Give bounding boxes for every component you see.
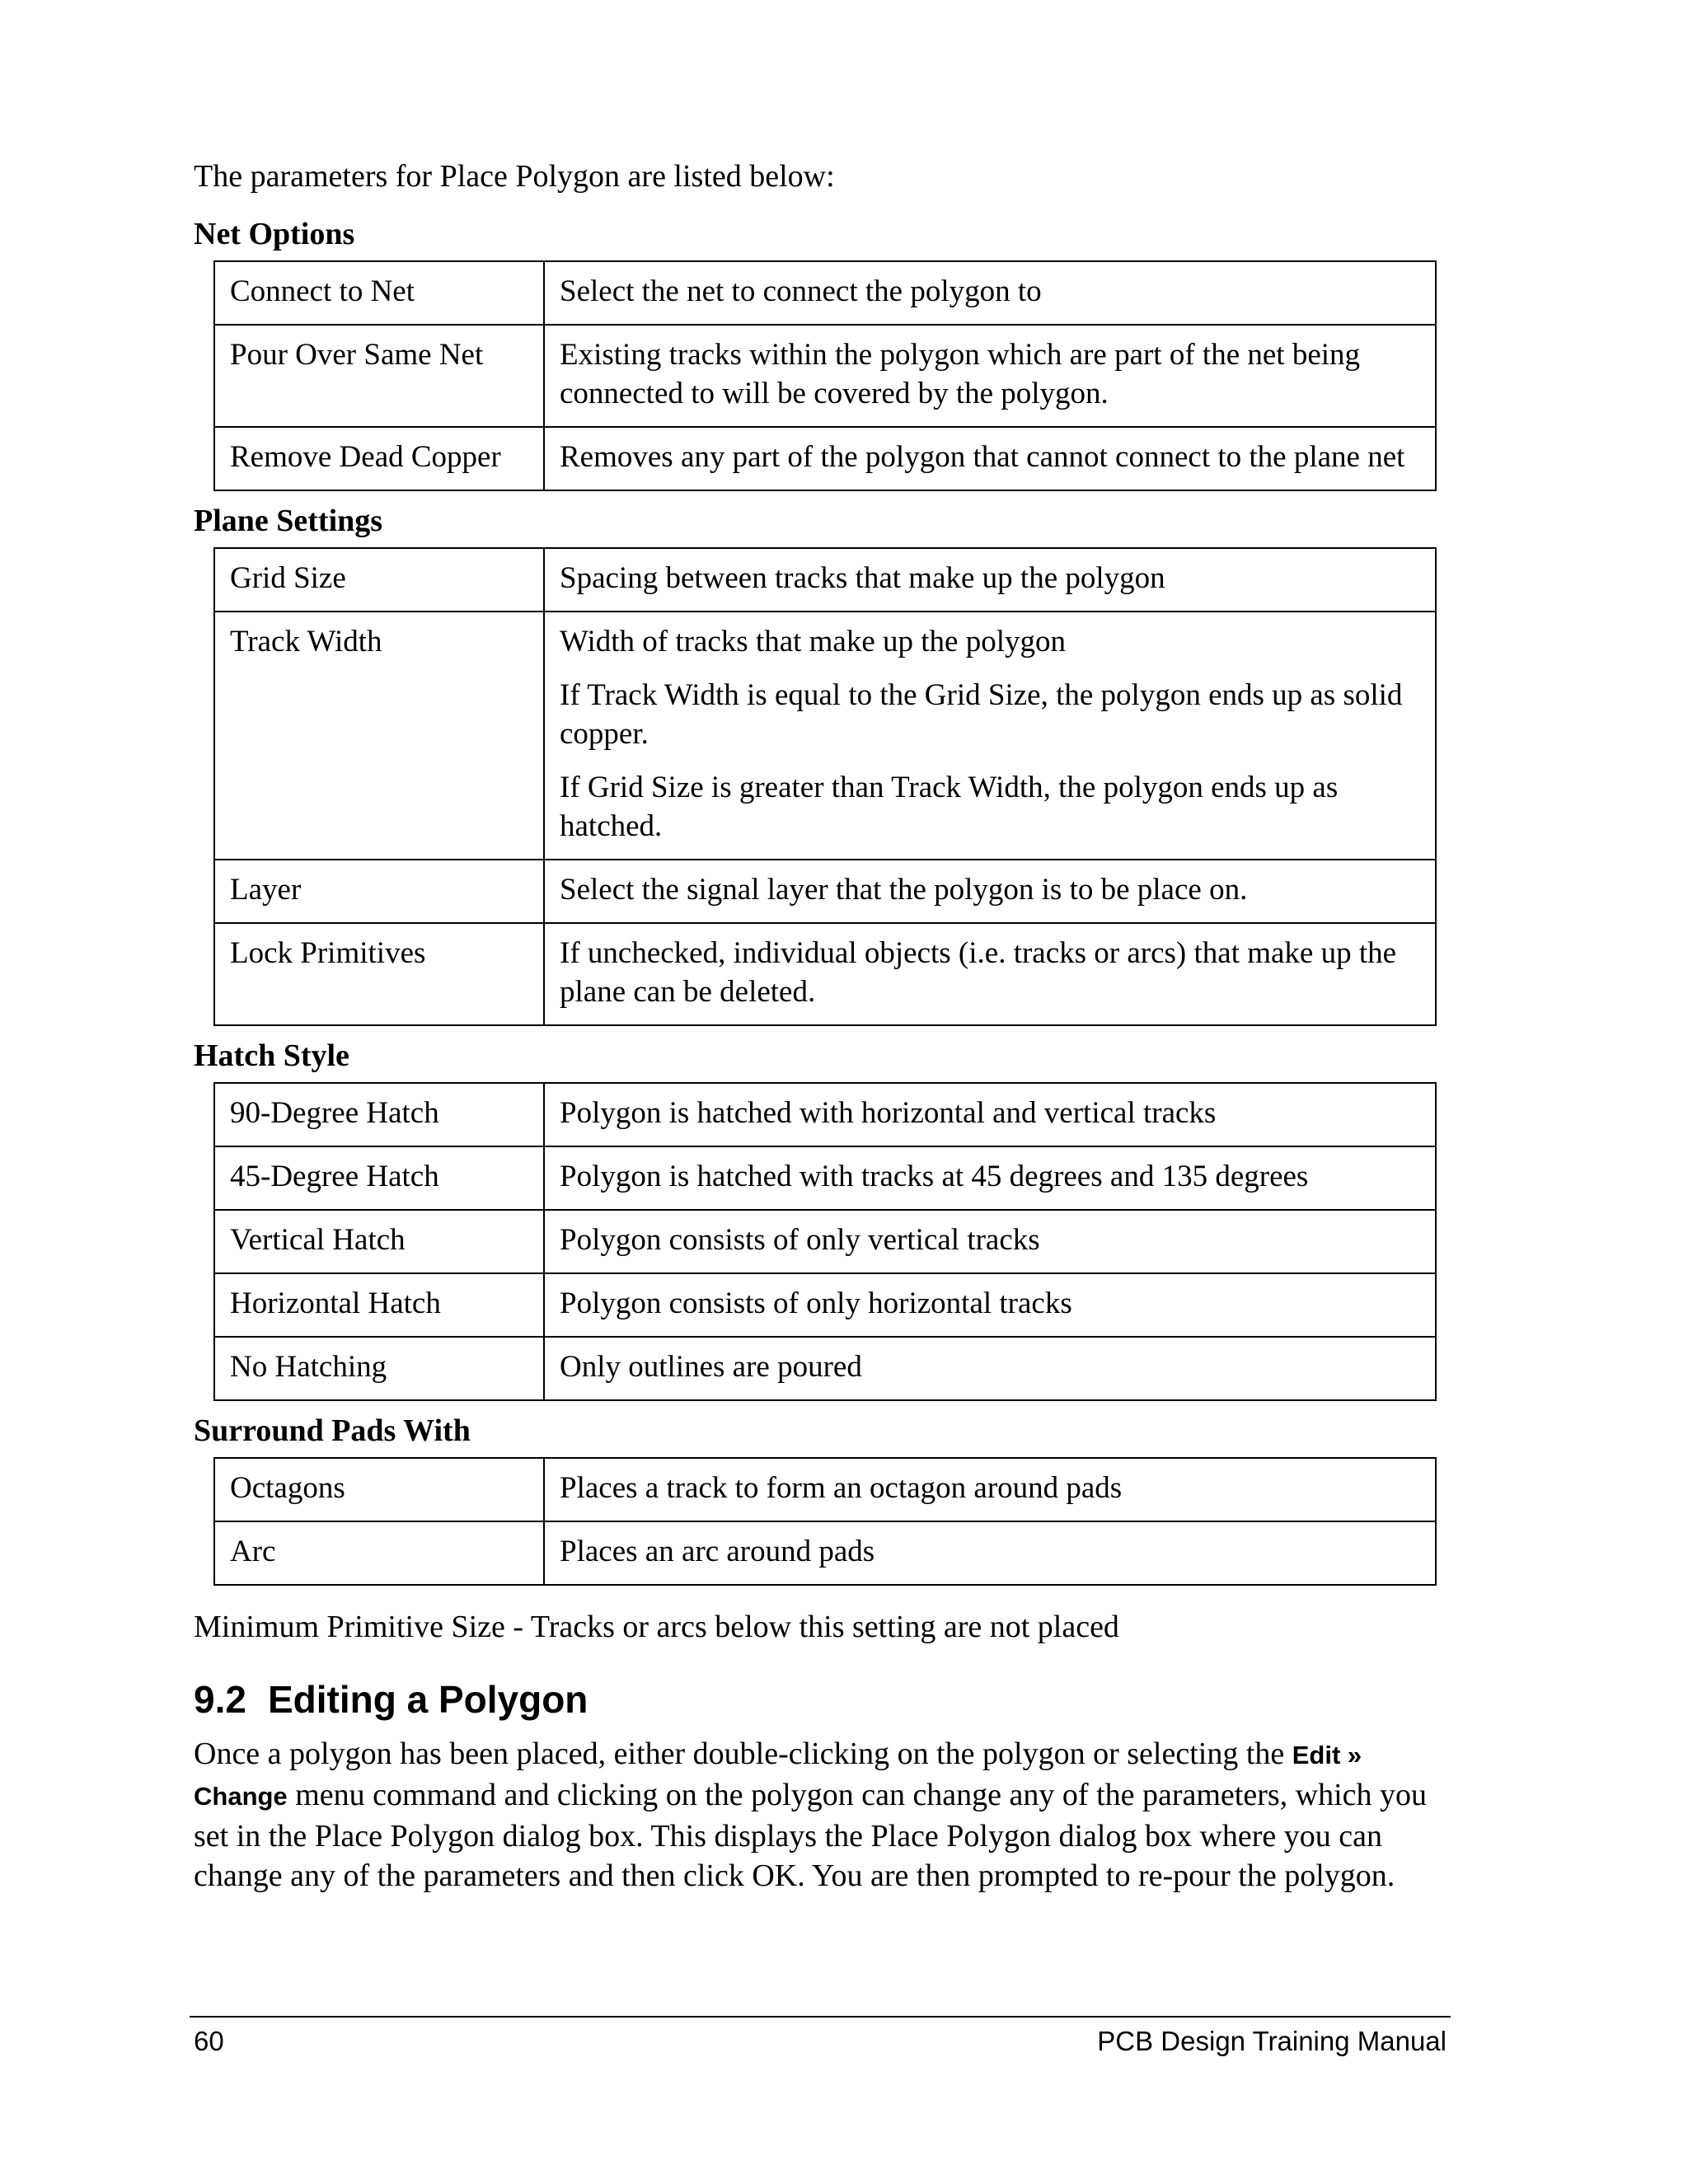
param-description bbox=[544, 548, 1436, 612]
paragraph-part-2: menu command and clicking on the polygon can change any of the parameters, which you set in the Place Polygon dialog box. This displays the Place Polygon dialog box where you can change any of the parameters and then click OK. You are then prompted to re-pour the polygon. bbox=[194, 1778, 1428, 1893]
param-description bbox=[544, 612, 1436, 860]
param-description-line: Polygon is hatched with tracks at 45 degrees and 135 degrees bbox=[560, 1160, 1309, 1193]
param-description bbox=[544, 1273, 1436, 1337]
param-description bbox=[544, 1083, 1436, 1146]
param-description-line: If Track Width is equal to the Grid Size, the polygon ends up as solid copper. bbox=[560, 678, 1403, 751]
page-number: 60 bbox=[194, 2026, 224, 2056]
param-description bbox=[544, 427, 1436, 490]
param-name: Pour Over Same Net bbox=[214, 325, 544, 427]
param-description-line: Only outlines are poured bbox=[560, 1350, 862, 1384]
param-description-line: Width of tracks that make up the polygon bbox=[560, 625, 1067, 658]
param-name: Track Width bbox=[214, 612, 544, 860]
param-name: Layer bbox=[214, 860, 544, 923]
min-primitive-text: Minimum Primitive Size - Tracks or arcs below this setting are not placed bbox=[194, 1610, 1119, 1644]
table-row bbox=[214, 261, 1436, 325]
param-name: Horizontal Hatch bbox=[214, 1273, 544, 1337]
param-description-line: Polygon consists of only vertical tracks bbox=[560, 1223, 1040, 1257]
table-row bbox=[214, 1273, 1436, 1337]
param-description bbox=[544, 1146, 1436, 1210]
table-row bbox=[214, 1210, 1436, 1273]
param-name: No Hatching bbox=[214, 1337, 544, 1400]
param-name: Octagons bbox=[214, 1458, 544, 1521]
param-name: 90-Degree Hatch bbox=[214, 1083, 544, 1146]
param-description-line: Places an arc around pads bbox=[560, 1535, 875, 1568]
section-number: 9.2 bbox=[194, 1678, 246, 1721]
surround-pads-table bbox=[213, 1457, 1437, 1586]
param-description bbox=[544, 923, 1436, 1025]
table-row bbox=[214, 1458, 1436, 1521]
param-description bbox=[544, 1458, 1436, 1521]
page-content bbox=[194, 157, 1447, 1896]
param-description-line: Select the net to connect the polygon to bbox=[560, 274, 1042, 308]
table-row bbox=[214, 1521, 1436, 1585]
param-description bbox=[544, 325, 1436, 427]
page-footer bbox=[194, 2024, 1447, 2059]
footer-divider bbox=[190, 2016, 1451, 2018]
param-description-line: Removes any part of the polygon that cannot connect to the plane net bbox=[560, 440, 1405, 474]
table-row bbox=[214, 548, 1436, 612]
param-description-line: Polygon consists of only horizontal tracks bbox=[560, 1286, 1072, 1320]
section-label-net-options: Net Options bbox=[194, 217, 355, 251]
param-description-line: Places a track to form an octagon around pads bbox=[560, 1471, 1123, 1505]
param-description-line: Existing tracks within the polygon which are part of the net being connected to will be covered by the polygon. bbox=[560, 338, 1361, 410]
table-row bbox=[214, 860, 1436, 923]
param-description-line: If Grid Size is greater than Track Width, the polygon ends up as hatched. bbox=[560, 771, 1339, 843]
intro-text: The parameters for Place Polygon are listed below: bbox=[194, 159, 835, 194]
param-description bbox=[544, 1210, 1436, 1273]
menu-command-edit-change: Edit » Change bbox=[194, 1741, 1362, 1811]
section-heading bbox=[194, 1676, 1447, 1722]
table-row bbox=[214, 923, 1436, 1025]
hatch-style-table bbox=[213, 1082, 1437, 1401]
param-name: 45-Degree Hatch bbox=[214, 1146, 544, 1210]
param-description-line: Polygon is hatched with horizontal and vertical tracks bbox=[560, 1096, 1217, 1130]
table-row bbox=[214, 1083, 1436, 1146]
section-title: Editing a Polygon bbox=[267, 1678, 588, 1721]
param-description-line: If unchecked, individual objects (i.e. tracks or arcs) that make up the plane can be deleted. bbox=[560, 936, 1397, 1009]
table-row bbox=[214, 1146, 1436, 1210]
section-label-hatch-style: Hatch Style bbox=[194, 1038, 349, 1073]
param-name: Remove Dead Copper bbox=[214, 427, 544, 490]
param-description bbox=[544, 1337, 1436, 1400]
table-row bbox=[214, 1337, 1436, 1400]
param-name: Lock Primitives bbox=[214, 923, 544, 1025]
param-name: Connect to Net bbox=[214, 261, 544, 325]
paragraph-part-1: Once a polygon has been placed, either double-clicking on the polygon or selecting the bbox=[194, 1736, 1292, 1771]
param-name: Vertical Hatch bbox=[214, 1210, 544, 1273]
section-label-surround-pads: Surround Pads With bbox=[194, 1413, 471, 1448]
manual-title: PCB Design Training Manual bbox=[1097, 2026, 1447, 2056]
table-row bbox=[214, 612, 1436, 860]
param-name: Arc bbox=[214, 1521, 544, 1585]
param-description bbox=[544, 261, 1436, 325]
body-paragraph bbox=[194, 1734, 1447, 1896]
param-description-line: Spacing between tracks that make up the polygon bbox=[560, 561, 1165, 595]
section-label-plane-settings: Plane Settings bbox=[194, 504, 383, 538]
table-row bbox=[214, 427, 1436, 490]
param-description-line: Select the signal layer that the polygon is to be place on. bbox=[560, 873, 1248, 907]
param-description bbox=[544, 860, 1436, 923]
net-options-table bbox=[213, 260, 1437, 491]
table-row bbox=[214, 325, 1436, 427]
plane-settings-table bbox=[213, 547, 1437, 1026]
param-name: Grid Size bbox=[214, 548, 544, 612]
param-description bbox=[544, 1521, 1436, 1585]
